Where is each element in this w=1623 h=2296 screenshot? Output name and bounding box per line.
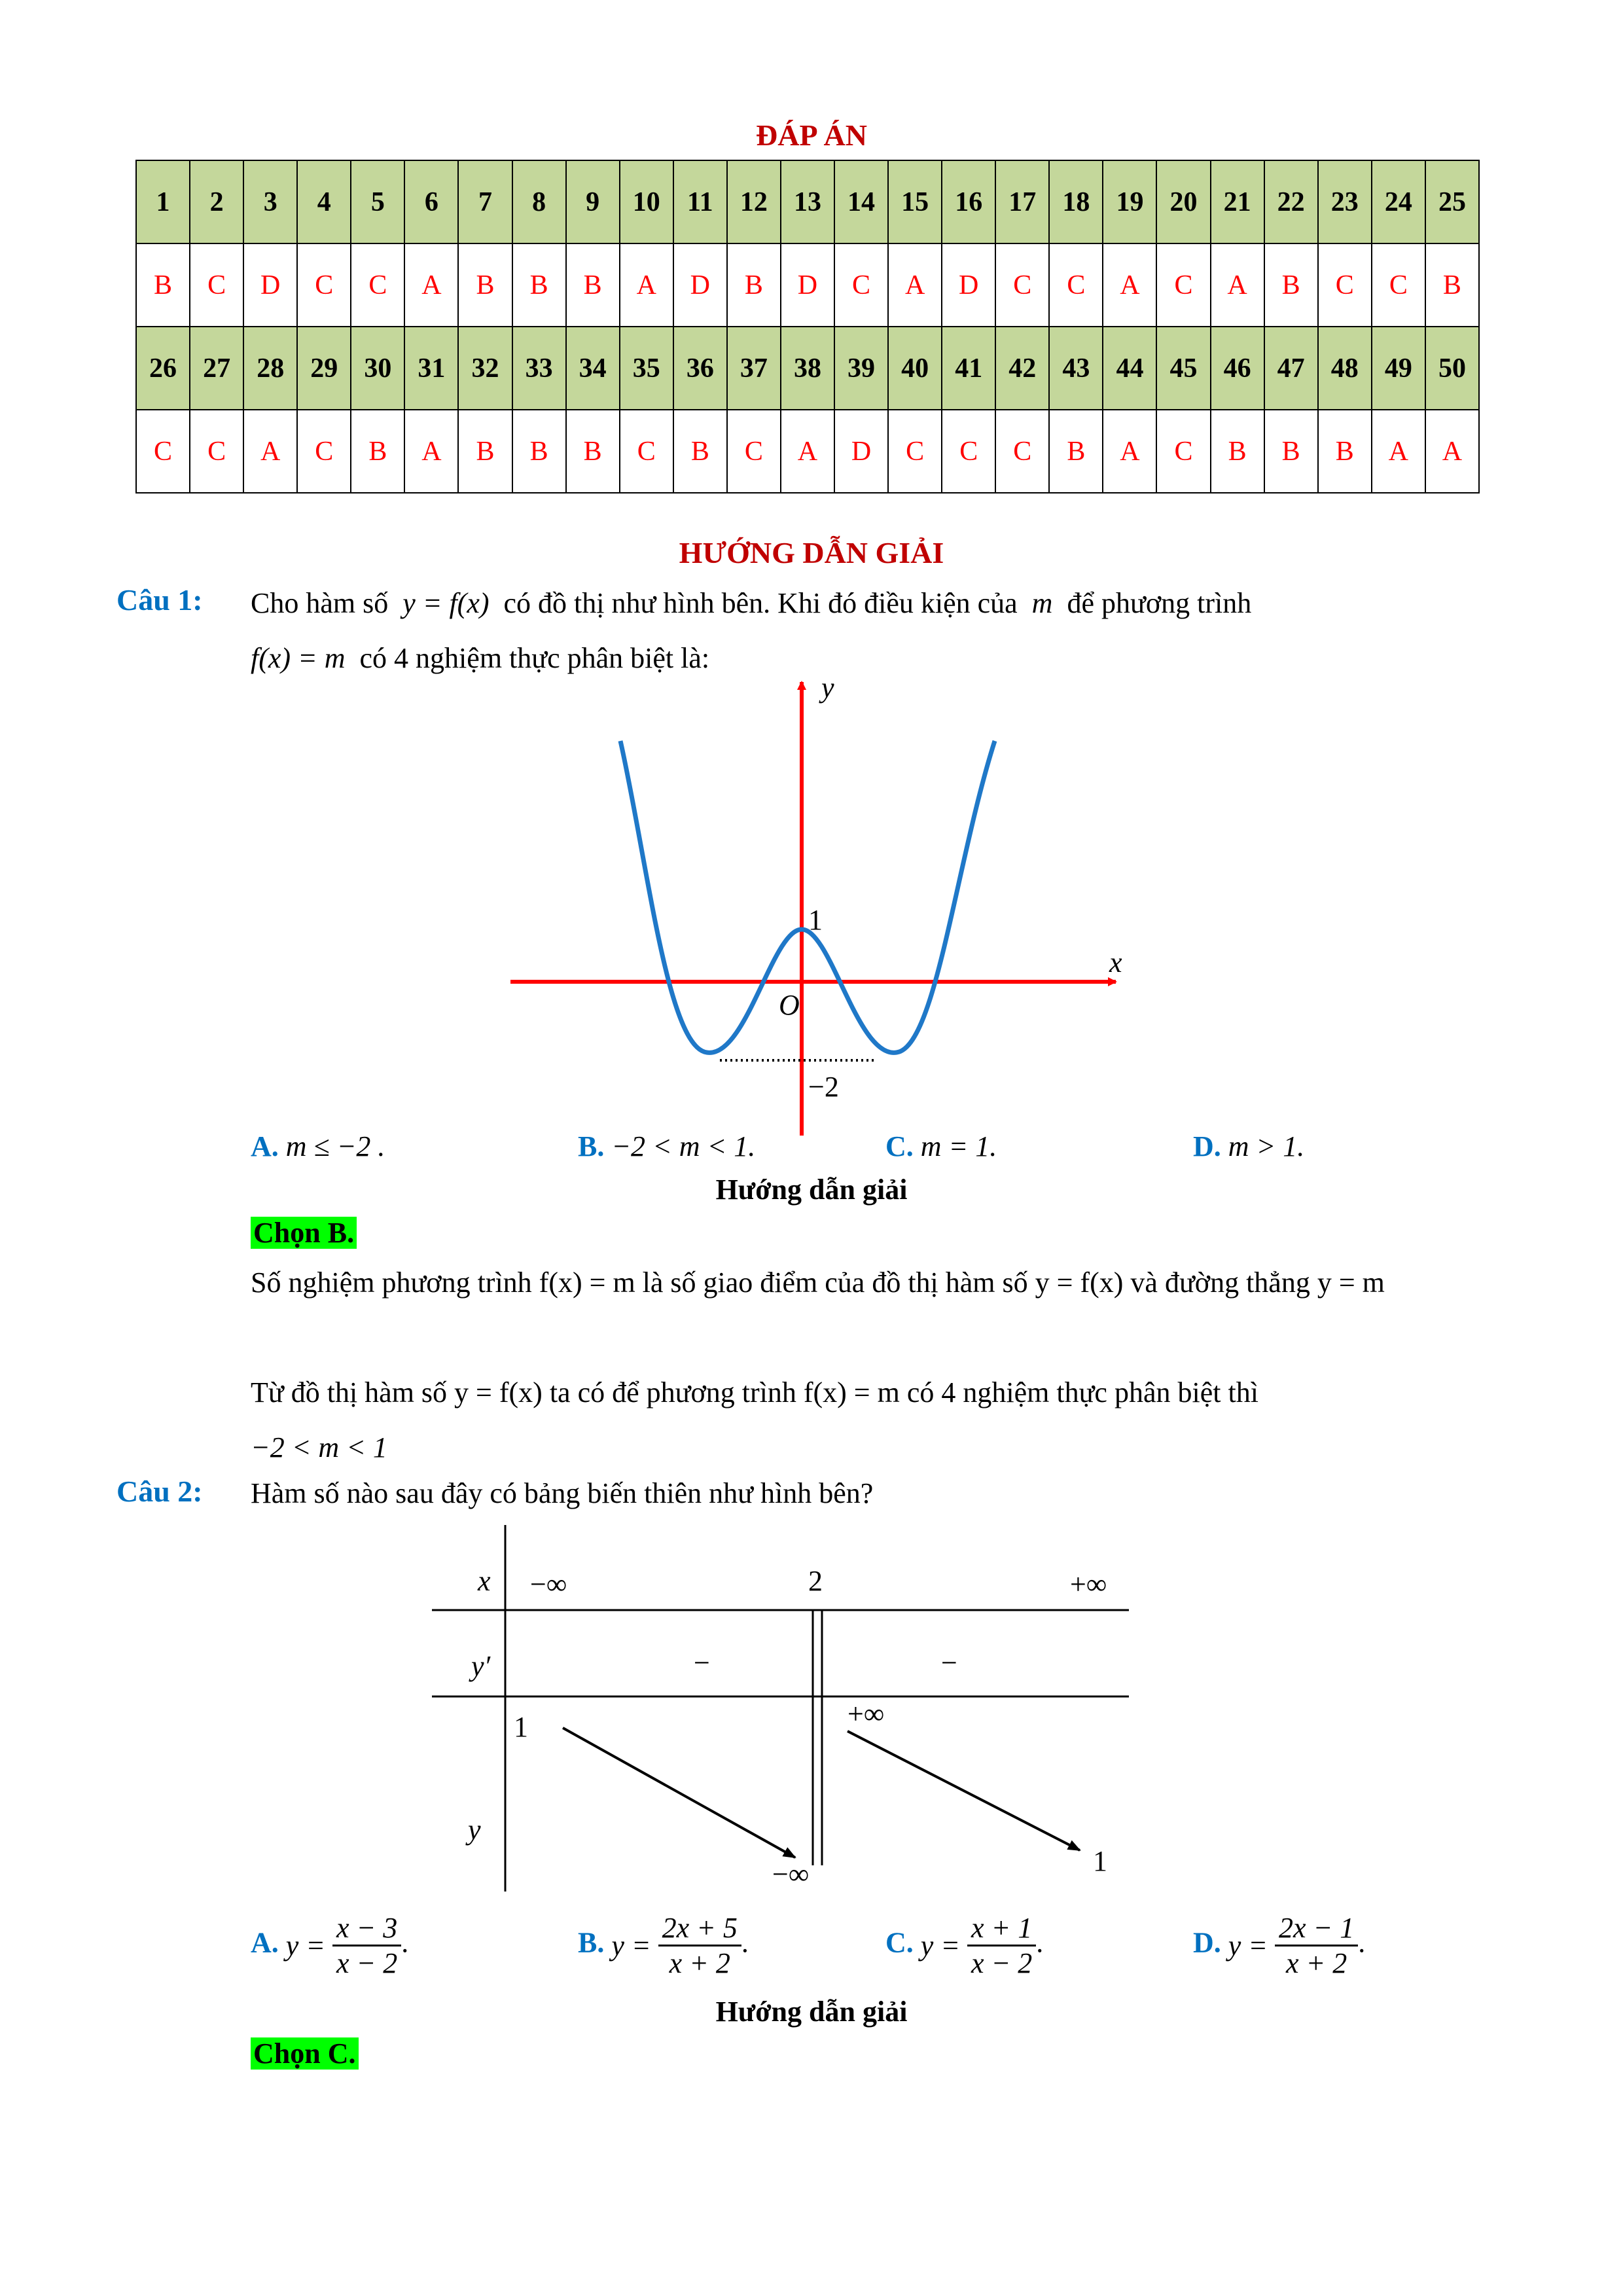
answer-table (135, 160, 1480, 493)
answer-letter-cell: C (727, 410, 781, 493)
vt-y-right-start: +∞ (847, 1698, 885, 1730)
answer-letter-cell: A (1211, 243, 1264, 327)
q1-option-c-text: m = 1. (920, 1130, 997, 1162)
answer-letter-cell: A (620, 243, 673, 327)
q2-option-c-letter: C. (885, 1926, 914, 1959)
answer-number-cell: 15 (888, 160, 942, 243)
answer-number-cell: 2 (190, 160, 243, 243)
guide-title: HƯỚNG DẪN GIẢI (679, 536, 944, 569)
answer-number-cell: 5 (351, 160, 404, 243)
q2-option-a-num: x − 3 (332, 1911, 401, 1946)
vt-yprime-label: y′ (471, 1650, 491, 1682)
answer-number-cell: 26 (136, 327, 190, 410)
answer-letter-cell: C (995, 243, 1049, 327)
answer-number-cell: 14 (834, 160, 888, 243)
answer-letter-cell: C (1156, 243, 1210, 327)
answer-letter-cell: B (727, 243, 781, 327)
vt-yprime-left: − (694, 1647, 710, 1679)
answer-letter-cell: C (1372, 243, 1425, 327)
answer-letter-cell: B (673, 410, 727, 493)
answer-letter-cell: C (995, 410, 1049, 493)
answer-number-cell: 44 (1103, 327, 1156, 410)
answer-letter-cell: C (190, 410, 243, 493)
vt-yprime-right: − (941, 1647, 957, 1679)
q2-choose: Chọn C. (251, 2037, 359, 2070)
q1-option-a-letter: A. (251, 1130, 279, 1162)
q1-text-a: Cho hàm số (251, 587, 389, 619)
q2-option-a-den: x − 2 (336, 1947, 398, 1979)
answer-number-cell: 47 (1264, 327, 1318, 410)
answer-number-cell: 34 (566, 327, 620, 410)
q2-option-c-num: x + 1 (967, 1911, 1036, 1946)
q2-option-a-lhs: y = (285, 1929, 326, 1962)
answer-letter-cell: D (942, 243, 995, 327)
vt-y-end: 1 (1093, 1845, 1107, 1877)
q2-option-b-num: 2x + 5 (658, 1911, 741, 1946)
q1-option-d[interactable] (1193, 1130, 1304, 1163)
q1-option-d-letter: D. (1193, 1130, 1221, 1162)
min-value-label: −2 (808, 1071, 839, 1103)
answer-letter-cell: B (1049, 410, 1103, 493)
q2-option-b-letter: B. (578, 1926, 605, 1959)
answer-letter-cell: B (458, 243, 512, 327)
answer-number-cell: 25 (1425, 160, 1479, 243)
answer-number-cell: 29 (297, 327, 351, 410)
answer-number-cell: 4 (297, 160, 351, 243)
answer-number-cell: 20 (1156, 160, 1210, 243)
answer-letter-cell: C (297, 410, 351, 493)
q2-option-b[interactable]: B. y = $\frac{2x + 5}{x + 2}$ . (578, 1912, 749, 1979)
q2-option-c-den: x − 2 (971, 1947, 1033, 1979)
q2-question: Hàm số nào sau đây có bảng biến thiên như hình bên? (251, 1477, 874, 1509)
answer-number-cell: 8 (512, 160, 566, 243)
answer-number-cell: 1 (136, 160, 190, 243)
answer-number-cell: 23 (1318, 160, 1372, 243)
answer-letter-cell: B (512, 410, 566, 493)
q1-option-c-letter: C. (885, 1130, 914, 1162)
answer-letter-cell: C (834, 243, 888, 327)
answer-letter-cell: C (190, 243, 243, 327)
vt-x-label: x (478, 1565, 491, 1597)
answer-number-cell: 3 (243, 160, 297, 243)
answer-number-cell: 18 (1049, 160, 1103, 243)
answer-letter-cell: C (1156, 410, 1210, 493)
q1-expr-a: y = f(x) (402, 587, 490, 619)
answer-row-letters-1 (136, 243, 1479, 327)
answer-letter-cell: D (781, 243, 834, 327)
q1-option-b[interactable] (578, 1130, 755, 1163)
q1-option-b-text: −2 < m < 1. (611, 1130, 756, 1162)
answer-letter-cell: A (1103, 243, 1156, 327)
function-curve (620, 741, 995, 1052)
answer-letter-cell: A (1372, 410, 1425, 493)
q2-option-d-num: 2x − 1 (1275, 1911, 1358, 1946)
answer-letter-cell: C (888, 410, 942, 493)
answer-number-cell: 28 (243, 327, 297, 410)
x-axis-label: x (1109, 946, 1122, 978)
q2-option-c[interactable]: C. y = $\frac{x + 1}{x - 2}$ . (885, 1912, 1044, 1979)
answer-number-cell: 40 (888, 327, 942, 410)
answer-letter-cell: D (673, 243, 727, 327)
answer-letter-cell: A (888, 243, 942, 327)
answer-letter-cell: D (834, 410, 888, 493)
answer-number-cell: 6 (404, 160, 458, 243)
vt-y-left-end: −∞ (772, 1858, 810, 1890)
answer-letter-cell: B (458, 410, 512, 493)
answer-letter-cell: B (1264, 243, 1318, 327)
answer-row-letters-2 (136, 410, 1479, 493)
answer-letter-cell: C (942, 410, 995, 493)
q2-option-d-den: x + 2 (1286, 1947, 1347, 1979)
answer-number-cell: 38 (781, 327, 834, 410)
answer-letter-cell: A (404, 243, 458, 327)
answer-number-cell: 17 (995, 160, 1049, 243)
answer-number-cell: 42 (995, 327, 1049, 410)
answer-number-cell: 21 (1211, 160, 1264, 243)
answer-letter-cell: B (136, 243, 190, 327)
answer-letter-cell: B (1211, 410, 1264, 493)
q2-option-d[interactable]: D. y = $\frac{2x - 1}{x + 2}$ . (1193, 1912, 1366, 1979)
answer-number-cell: 9 (566, 160, 620, 243)
q1-label: Câu 1: (116, 583, 203, 617)
answer-letter-cell: B (566, 243, 620, 327)
answer-number-cell: 37 (727, 327, 781, 410)
answer-number-cell: 11 (673, 160, 727, 243)
answer-number-cell: 43 (1049, 327, 1103, 410)
vt-arrow-right (847, 1731, 1080, 1850)
answer-number-cell: 13 (781, 160, 834, 243)
vt-arrow-left (563, 1728, 795, 1857)
answer-letter-cell: C (620, 410, 673, 493)
answer-number-cell: 41 (942, 327, 995, 410)
answer-number-cell: 46 (1211, 327, 1264, 410)
q2-option-b-den: x + 2 (669, 1947, 730, 1979)
vt-y-label: y (468, 1814, 481, 1846)
answer-letter-cell: B (566, 410, 620, 493)
answer-letter-cell: B (351, 410, 404, 493)
answer-letter-cell: C (136, 410, 190, 493)
answer-number-cell: 22 (1264, 160, 1318, 243)
answer-number-cell: 39 (834, 327, 888, 410)
answer-number-cell: 19 (1103, 160, 1156, 243)
q2-option-a[interactable]: A. y = $\frac{x - 3}{x - 2}$ . (251, 1912, 409, 1979)
q1-option-c[interactable] (885, 1130, 997, 1163)
answer-number-cell: 49 (1372, 327, 1425, 410)
answer-number-cell: 45 (1156, 327, 1210, 410)
q2-option-b-lhs: y = (611, 1929, 651, 1962)
answer-letter-cell: B (1264, 410, 1318, 493)
vt-x-two: 2 (808, 1565, 823, 1597)
q2-label: Câu 2: (116, 1475, 203, 1508)
answer-row-numbers-1 (136, 160, 1479, 243)
answer-letter-cell: C (351, 243, 404, 327)
q1-option-d-text: m > 1. (1228, 1130, 1305, 1162)
answer-number-cell: 10 (620, 160, 673, 243)
answer-number-cell: 24 (1372, 160, 1425, 243)
q2-option-d-lhs: y = (1228, 1929, 1268, 1962)
q1-text-d: có 4 nghiệm thực phân biệt là: (359, 642, 710, 674)
q1-text-b: có đồ thị như hình bên. Khi đó điều kiện của (503, 587, 1018, 619)
q1-solution-line2: Từ đồ thị hàm số y = f(x) ta có để phương trình f(x) = m có 4 nghiệm thực phân biệt thì (251, 1376, 1258, 1408)
answer-letter-cell: C (1049, 243, 1103, 327)
answer-letter-cell: B (512, 243, 566, 327)
q1-option-b-letter: B. (578, 1130, 605, 1162)
answer-letter-cell: A (243, 410, 297, 493)
y-axis-label: y (821, 672, 834, 704)
answer-letter-cell: C (297, 243, 351, 327)
answer-letter-cell: B (1318, 410, 1372, 493)
answer-row-numbers-2 (136, 327, 1479, 410)
answer-number-cell: 36 (673, 327, 727, 410)
q1-graph (497, 668, 1145, 1145)
max-value-label: 1 (808, 904, 823, 936)
answer-letter-cell: B (1425, 243, 1479, 327)
q1-solution-inequality: −2 < m < 1 (251, 1431, 387, 1463)
answer-number-cell: 16 (942, 160, 995, 243)
answer-letter-cell: C (1318, 243, 1372, 327)
answer-letter-cell: A (404, 410, 458, 493)
q2-option-d-letter: D. (1193, 1926, 1221, 1959)
answer-number-cell: 35 (620, 327, 673, 410)
answer-number-cell: 7 (458, 160, 512, 243)
q1-var-m: m (1031, 587, 1053, 619)
q1-choose: Chọn B. (251, 1217, 357, 1249)
q2-variation-table (432, 1525, 1139, 1898)
q2-option-a-letter: A. (251, 1926, 279, 1959)
vt-y-start: 1 (514, 1711, 528, 1743)
answer-letter-cell: A (1425, 410, 1479, 493)
answer-letter-cell: A (781, 410, 834, 493)
q2-option-c-lhs: y = (920, 1929, 961, 1962)
answer-number-cell: 12 (727, 160, 781, 243)
answer-title: ĐÁP ÁN (756, 118, 867, 152)
origin-label: O (779, 989, 800, 1021)
answer-number-cell: 30 (351, 327, 404, 410)
vt-x-neg-inf: −∞ (530, 1568, 567, 1600)
vt-x-pos-inf: +∞ (1070, 1568, 1107, 1600)
q2-solution-heading: Hướng dẫn giải (715, 1996, 908, 2028)
q1-expr-b: f(x) = m (251, 642, 346, 674)
answer-number-cell: 48 (1318, 327, 1372, 410)
q1-text-c: để phương trình (1067, 587, 1252, 619)
q1-option-a-text: m ≤ −2 . (285, 1130, 385, 1162)
answer-letter-cell: D (243, 243, 297, 327)
answer-letter-cell: A (1103, 410, 1156, 493)
answer-number-cell: 27 (190, 327, 243, 410)
q1-solution-line1: Số nghiệm phương trình f(x) = m là số giao điểm của đồ thị hàm số y = f(x) và đường thẳng y = m (251, 1266, 1385, 1299)
answer-number-cell: 32 (458, 327, 512, 410)
q1-option-a[interactable] (251, 1130, 385, 1163)
answer-number-cell: 33 (512, 327, 566, 410)
answer-number-cell: 31 (404, 327, 458, 410)
q1-solution-heading: Hướng dẫn giải (715, 1174, 908, 1206)
answer-number-cell: 50 (1425, 327, 1479, 410)
